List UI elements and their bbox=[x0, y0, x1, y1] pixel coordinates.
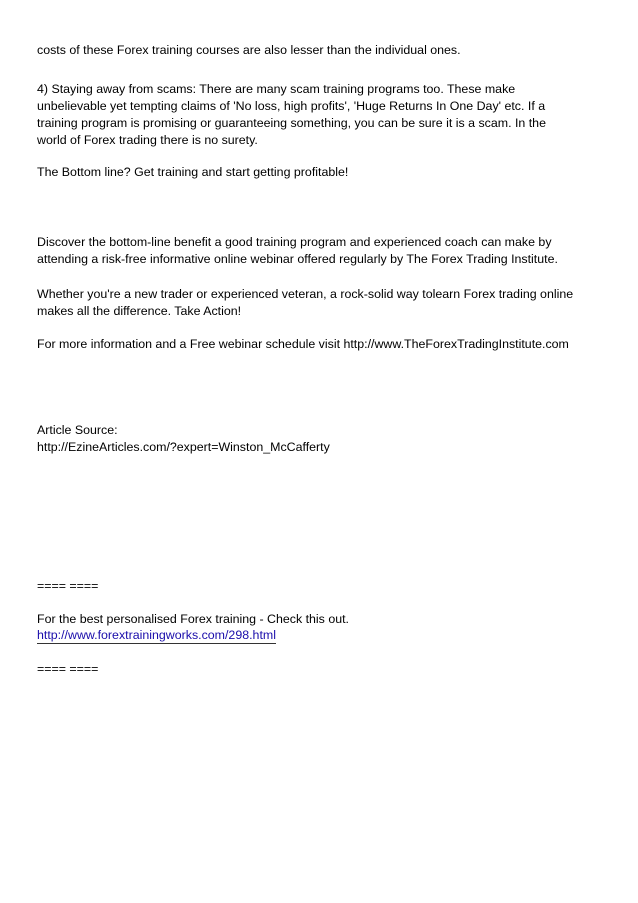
paragraph-scams-line-4: world of Forex trading there is no surety. bbox=[37, 133, 258, 147]
paragraph-whether-line-2: makes all the difference. Take Action! bbox=[37, 304, 242, 318]
paragraph-scams-line-3: training program is promising or guaranteeing something, you can be sure it is a scam. In the bbox=[37, 116, 546, 130]
paragraph-discover-line-2: attending a risk-free informative online webinar offered regularly by The Forex Trading Institute. bbox=[37, 252, 558, 266]
paragraph-scams-line-1: 4) Staying away from scams: There are many scam training programs too. These make bbox=[37, 82, 516, 96]
article-source-label: Article Source: bbox=[37, 423, 118, 437]
divider-top: ==== ==== bbox=[37, 579, 99, 593]
paragraph-whether-line-1: Whether you're a new trader or experienced veteran, a rock-solid way tolearn Forex trading online bbox=[37, 287, 574, 301]
divider-bottom: ==== ==== bbox=[37, 662, 99, 676]
paragraph-courses-cost: costs of these Forex training courses are also lesser than the individual ones. bbox=[37, 43, 461, 57]
promo-link-wrapper bbox=[37, 628, 276, 643]
paragraph-more-info: For more information and a Free webinar schedule visit http://www.TheForexTradingInstitute.com bbox=[37, 337, 569, 351]
paragraph-bottom-line: The Bottom line? Get training and start getting profitable! bbox=[37, 165, 349, 179]
paragraph-scams-line-2: unbelievable yet tempting claims of 'No loss, high profits', 'Huge Returns In One Day' etc. If a bbox=[37, 99, 546, 113]
promo-link[interactable]: http://www.forextrainingworks.com/298.html bbox=[37, 628, 276, 642]
promo-text: For the best personalised Forex training - Check this out. bbox=[37, 612, 349, 626]
paragraph-discover-line-1: Discover the bottom-line benefit a good training program and experienced coach can make by bbox=[37, 235, 552, 249]
article-source-url: http://EzineArticles.com/?expert=Winston_McCafferty bbox=[37, 440, 330, 454]
